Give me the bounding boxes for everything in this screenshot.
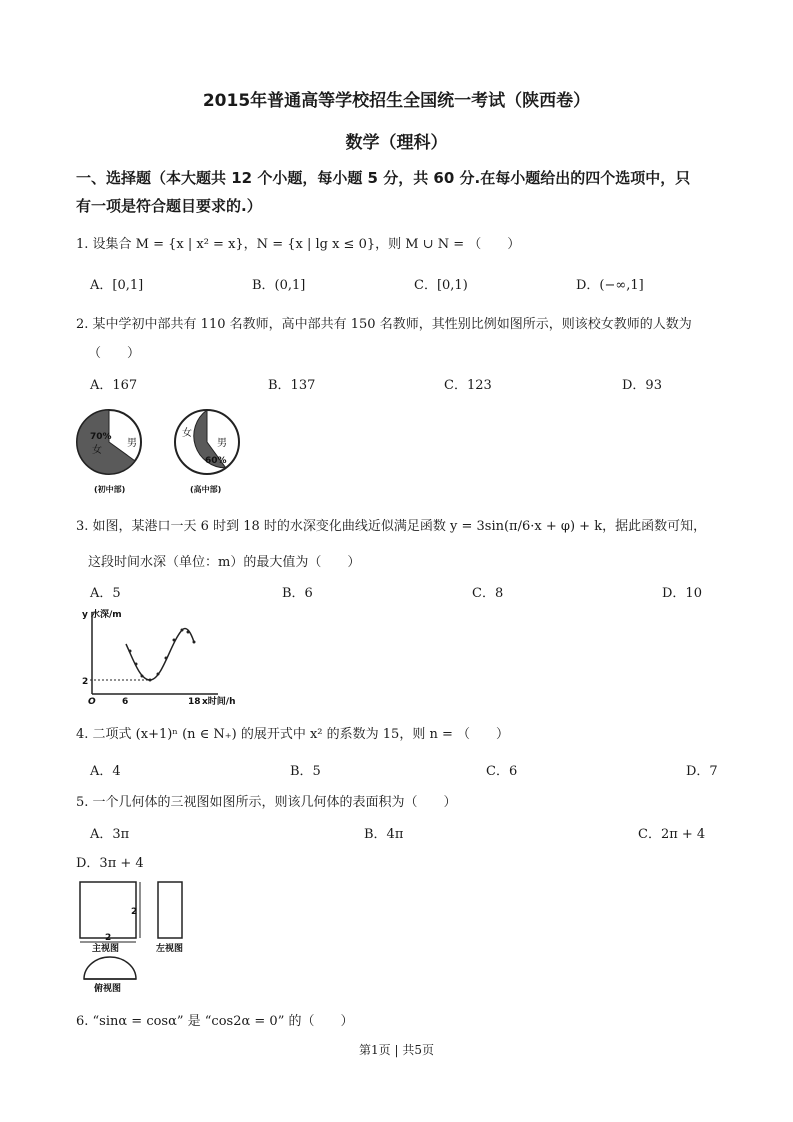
exam-subtitle: 数学（理科） <box>345 133 448 153</box>
q2-option-a: A．167 <box>90 378 138 393</box>
q3-x-tick-6: 6 <box>122 697 129 707</box>
q3-option-a: A．5 <box>90 586 121 601</box>
q4-option-a: A．4 <box>90 764 121 779</box>
q2-option-d: D．93 <box>622 378 662 393</box>
section-heading-line1: 一、选择题（本大题共 12 个小题，每小题 5 分，共 60 分.在每小题给出的四个选项中，只 <box>76 169 691 187</box>
top-view-label: 俯视图 <box>94 984 122 994</box>
q3-x-tick-18: 18 <box>188 697 201 707</box>
q1-option-c: C．[0,1) <box>414 278 468 293</box>
question-2-line2: （ ） <box>88 346 141 361</box>
q2-pie-figure <box>74 406 254 496</box>
side-view-label: 左视图 <box>156 944 184 954</box>
q5-option-a: A．3π <box>90 827 130 842</box>
pie-senior-high <box>175 410 239 494</box>
question-3-line1: 3. 如图，某港口一天 6 时到 18 时的水深变化曲线近似满足函数 y = 3sin(π/6·x + φ) + k，据此函数可知， <box>76 519 707 534</box>
front-view-label: 主视图 <box>92 944 120 954</box>
question-5-text: 5. 一个几何体的三视图如图所示，则该几何体的表面积为（ ） <box>76 795 457 810</box>
question-4-text: 4. 二项式 (x+1)ⁿ (n ∈ N₊) 的展开式中 x² 的系数为 15，则 n = （ ） <box>76 727 509 742</box>
q5-three-views-figure <box>74 878 204 998</box>
pie2-female-label: 女 <box>182 428 192 439</box>
section-heading-line2: 有一项是符合题目要求的.） <box>76 197 262 215</box>
q3-origin-label: O <box>88 697 96 707</box>
q4-option-d: D．7 <box>686 764 718 779</box>
q3-option-c: C．8 <box>472 586 504 601</box>
q3-y-tick-2: 2 <box>82 677 89 687</box>
pie2-male-label: 男 <box>217 438 227 449</box>
pie2-caption: (高中部) <box>190 485 222 494</box>
q2-option-c: C．123 <box>444 378 492 393</box>
q3-water-depth-graph <box>78 604 278 709</box>
q4-option-c: C．6 <box>486 764 518 779</box>
q3-option-b: B．6 <box>282 586 313 601</box>
question-1-text: 1. 设集合 M = {x | x² = x}，N = {x | lg x ≤ 0}，则 M ∪ N = （ ） <box>76 237 521 252</box>
q4-option-b: B．5 <box>290 764 321 779</box>
q3-x-axis-label: x时间/h <box>202 697 236 707</box>
q2-option-b: B．137 <box>268 378 316 393</box>
question-2-line1: 2. 某中学初中部共有 110 名教师，高中部共有 150 名教师，其性别比例如图所示，则该校女教师的人数为 <box>76 317 692 332</box>
pie2-pct: 60% <box>205 456 227 466</box>
front-height-dim: 2 <box>131 907 138 917</box>
exam-title: 2015年普通高等学校招生全国统一考试（陕西卷） <box>202 91 591 111</box>
pie-junior-high <box>77 410 141 494</box>
pie1-caption: (初中部) <box>94 485 126 494</box>
pie1-female-label: 女 <box>92 445 102 456</box>
pie1-male-label: 男 <box>127 438 137 449</box>
front-view <box>80 882 136 938</box>
top-view <box>84 957 136 979</box>
side-view <box>158 882 182 938</box>
pie1-pct: 70% <box>90 432 112 442</box>
q1-option-a: A．[0,1] <box>90 278 144 293</box>
q1-option-d: D．(−∞,1] <box>576 278 644 293</box>
q5-option-c: C．2π + 4 <box>638 827 706 842</box>
question-6-text: 6. “sinα = cosα” 是 “cos2α = 0” 的（ ） <box>76 1014 354 1029</box>
q5-option-d: D．3π + 4 <box>76 856 144 871</box>
q5-option-b: B．4π <box>364 827 404 842</box>
page-footer: 第1页 | 共5页 <box>359 1043 434 1057</box>
front-width-dim: 2 <box>105 933 112 943</box>
q3-y-axis-label: y 水深/m <box>82 610 122 620</box>
q1-option-b: B．(0,1] <box>252 278 306 293</box>
question-3-line2: 这段时间水深（单位：m）的最大值为（ ） <box>88 555 361 570</box>
q3-option-d: D．10 <box>662 586 702 601</box>
